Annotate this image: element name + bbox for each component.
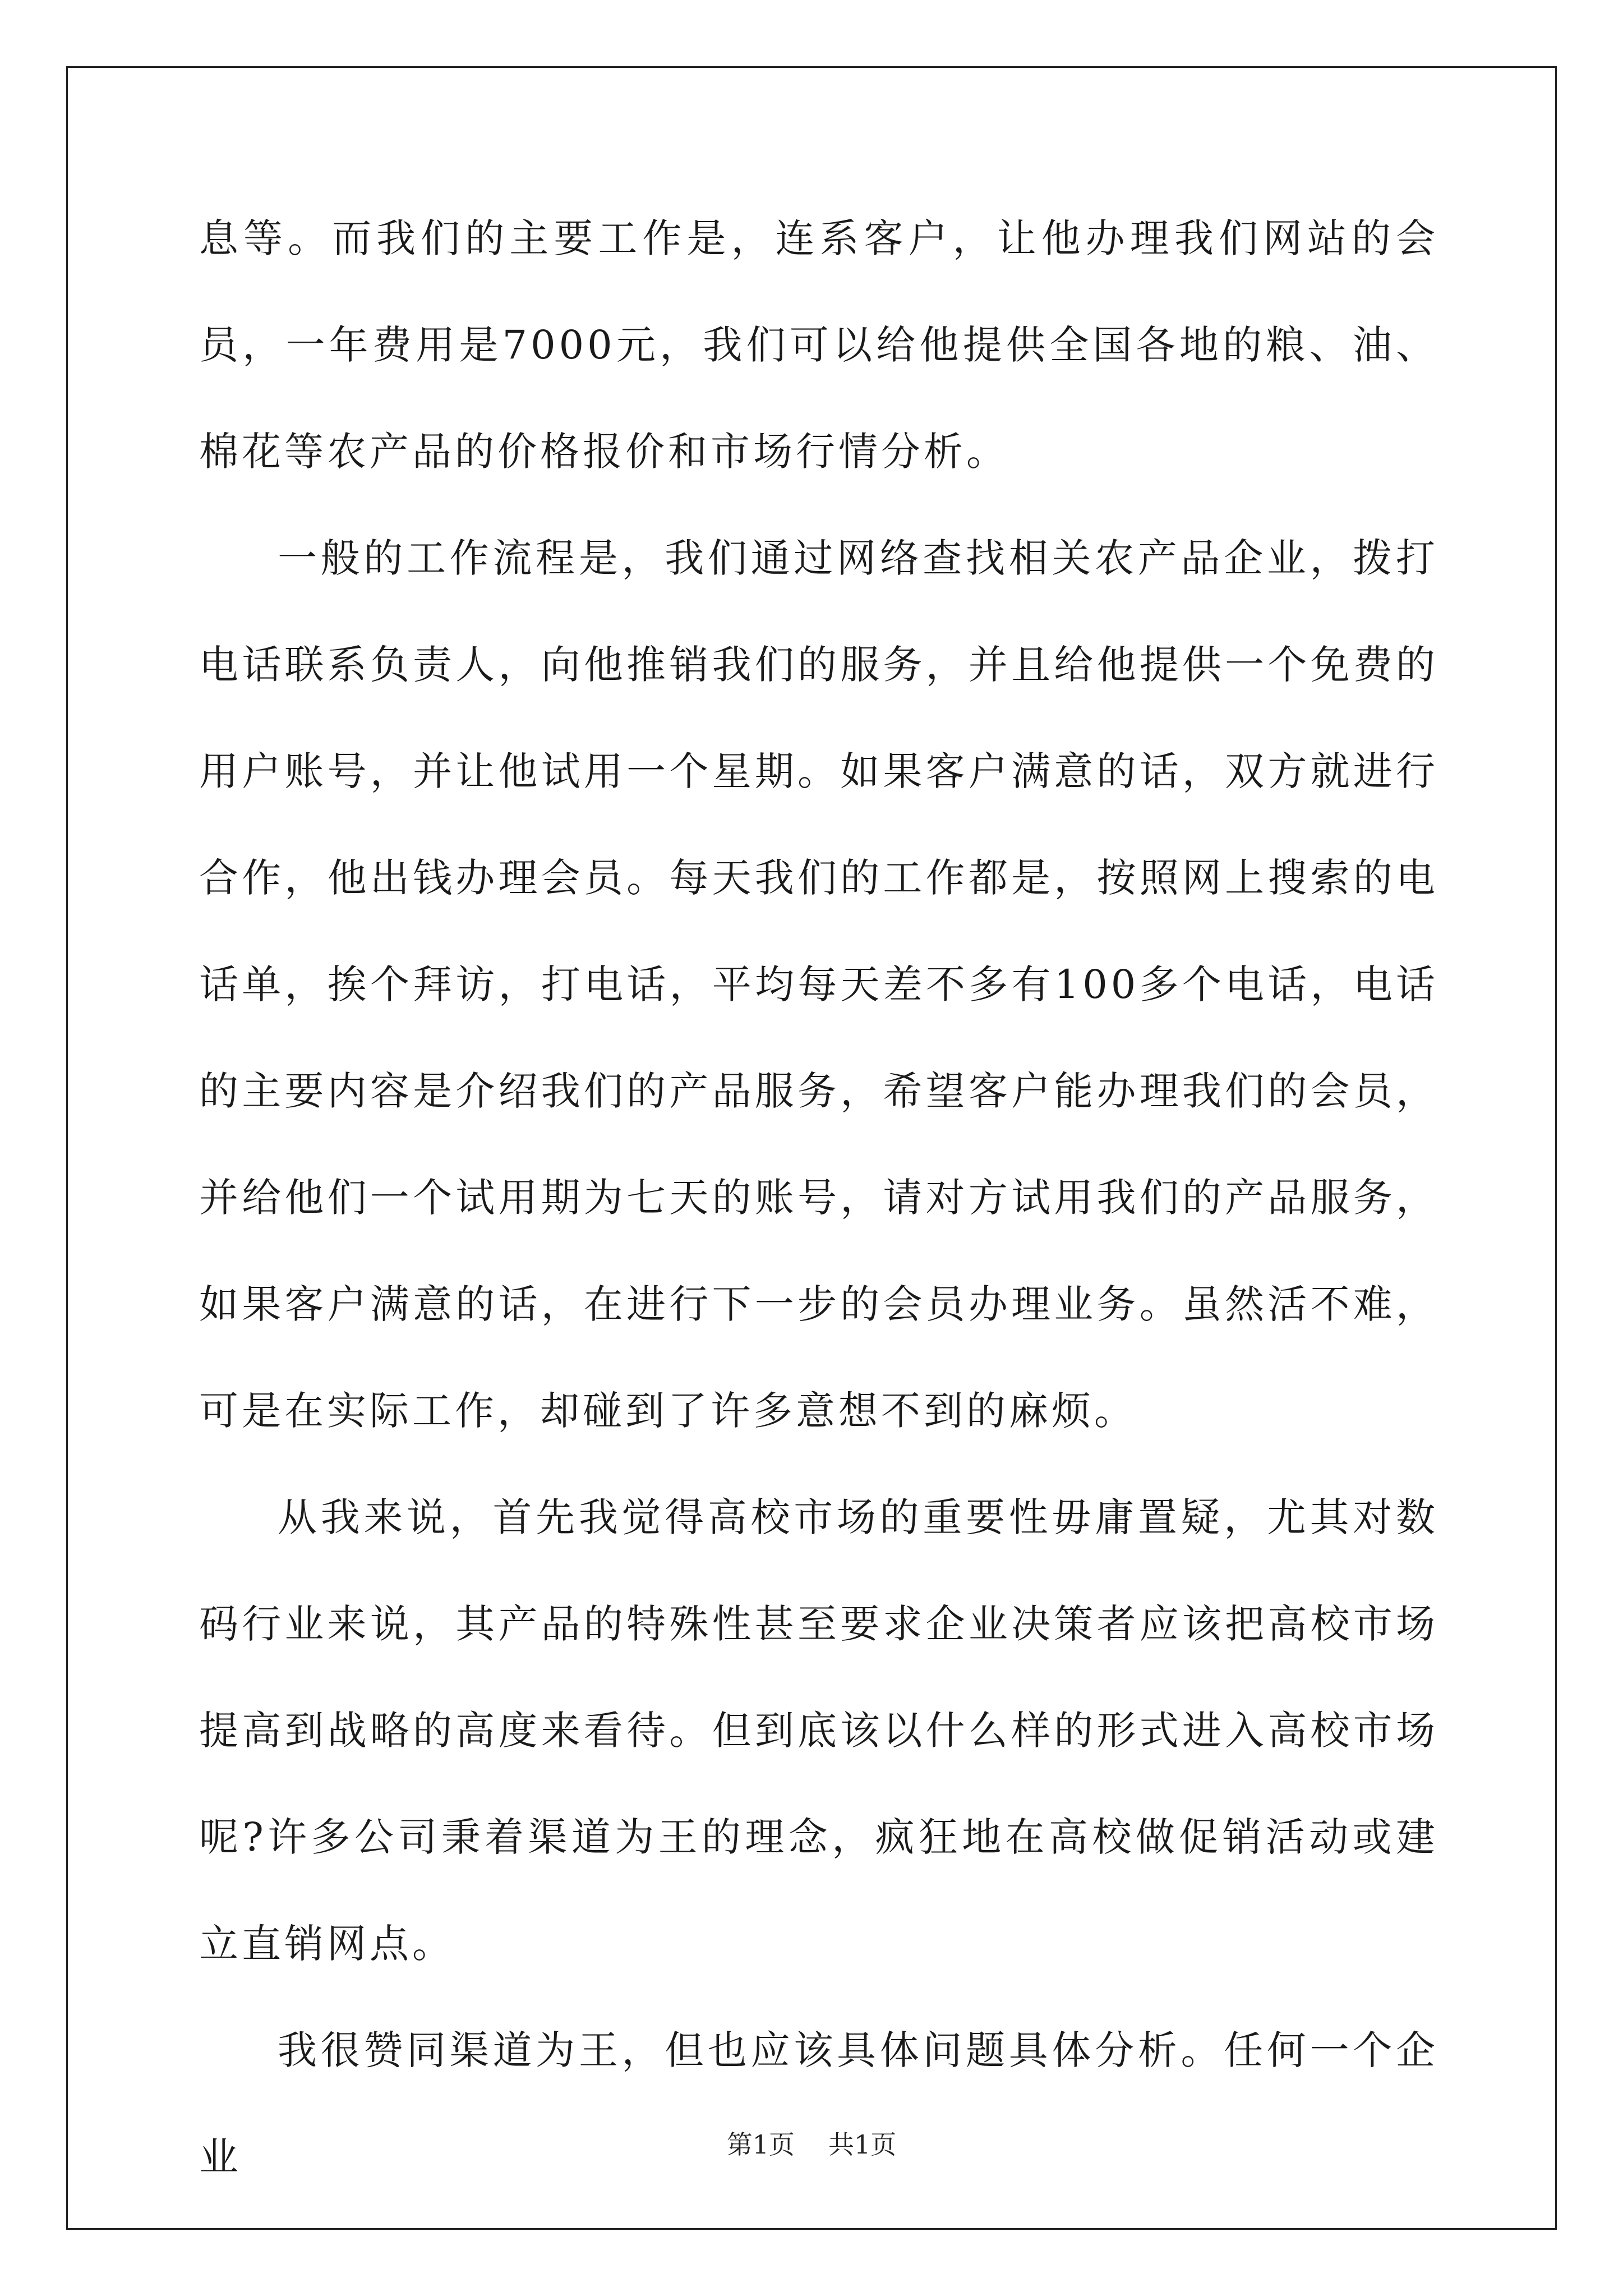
page-footer xyxy=(0,2128,1623,2161)
document-body xyxy=(199,185,1438,2210)
paragraph-1: 息等。而我们的主要工作是，连系客户，让他办理我们网站的会员，一年费用是7000元，我们可以给他提供全国各地的粮、油、棉花等农产品的价格报价和市场行情分析。 xyxy=(199,215,1438,475)
page-total: 共1页 xyxy=(828,2129,897,2160)
page-number: 第1页 xyxy=(726,2129,795,2160)
paragraph-2: 一般的工作流程是，我们通过网络查找相关农产品企业，拨打电话联系负责人，向他推销我们的服务，并且给他提供一个免费的用户账号，并让他试用一个星期。如果客户满意的话，双方就进行合作，他出钱办理会员。每天我们的工作都是，按照网上搜索的电话单，挨个拜访，打电话，平均每天差不多有100多个电话，电话的主要内容是介绍我们的产品服务，希望客户能办理我们的会员，并给他们一个试用期为七天的账号，请对方试用我们的产品服务，如果客户满意的话，在进行下一步的会员办理业务。虽然活不难，可是在实际工作，却碰到了许多意想不到的麻烦。 xyxy=(199,535,1438,1434)
paragraph-4: 我很赞同渠道为王，但也应该具体问题具体分析。任何一个企业 xyxy=(199,2027,1438,2180)
paragraph-3: 从我来说，首先我觉得高校市场的重要性毋庸置疑，尤其对数码行业来说，其产品的特殊性甚至要求企业决策者应该把高校市场提高到战略的高度来看待。但到底该以什么样的形式进入高校市场呢?许多公司秉着渠道为王的理念，疯狂地在高校做促销活动或建立直销网点。 xyxy=(199,1494,1438,1967)
